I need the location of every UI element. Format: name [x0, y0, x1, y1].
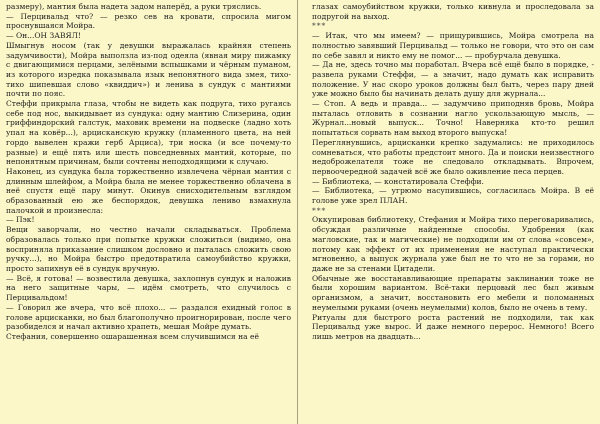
section-separator: *** — [312, 205, 327, 215]
paragraph: — Пэк! — [6, 215, 35, 225]
paragraph: — Перцивальд что? — резко сев на кровати, спросила мигом проснувшаяся Мойра. — [6, 11, 291, 31]
paragraph: — Он...ОН ЗАВЯЛ! — [6, 31, 81, 41]
paragraph: — Библиотека, — угрюмо насупившись, согласилась Мойра. В её голове уже зрел ПЛАН. — [312, 186, 594, 206]
paragraph: — Говорил же вчера, что всё плохо... — раздался ехидный голос в голове арцисканки, но был благополучно проигнорирован, после чего разобиделся и начал активно храпеть, мешая Мойре думать. — [6, 302, 291, 332]
paragraph: Шмыгнув носом (так у девушки выражалась крайняя степень задумчивости), Мойра выползла из-под одеяла (явная миру пижамку с двигающимися перцами, зелёными вспышками и чёрным пуманом, из которого изредка показывала язык непонятного вида змея, тихо-тихо шипевшая слово «квиддич») и ленива в сундук с мантиями почти по пояс. — [6, 40, 291, 99]
paragraph: — Итак, что мы имеем? — прищурившись, Мойра смотрела на полностью завявший Перцивальд — только не говори, что это он сам по себе завял и никто ему не помог... — пробурчала девушка. — [312, 31, 594, 60]
left-page — [0, 0, 298, 424]
paragraph: Вещи заворчали, но честно начали складываться. Проблема образовалась только при попытке кружки сложиться (видимо, она восприняла приказание слишком дословно и пыталась сложить свою ручку...), но Мойра быстро предотвратила самоубийство кружки, просто запихнув её в сундук вручную. — [6, 225, 291, 273]
paragraph: Стеффи прикрыла глаза, чтобы не видеть как подруга, тихо ругаясь себе под нос, выкидывает из сундука: одну мантию Слизерина, один гриффиндорский галстук, маховик времени на подвеске (ладно хоть упал на ковёр...), арцисканскую кружку (пламенного цвета, на ней гордо вывелен кражи герб Арциса), три носка (и все почему-то разные) и ещё пять или шесть повседневных мантий, которые, по непонятным причинам, были сочтены неподходящими к случаю. — [6, 99, 291, 167]
paragraph: — Да не, здесь точно мы поработал. Вчера всё ещё было в порядке, - развела руками Стеффи, — а значит, надо думать как исправить положение. У нас скоро уроков должны был быть, через пару дней уже можно было бы начинать делать душу для журнала... — [312, 60, 594, 99]
paragraph: глазах самоубийством кружки, только кивнула и проследовала за подругой на выход. — [312, 2, 594, 21]
paragraph: Ритуалы для быстрого роста растений не подходили, так как Перцивальд уже вырос. И даже немного перерос. Немного! Всего лишь метров на двадцать... — [312, 312, 594, 341]
paragraph: Оккупировав библиотеку, Стефания и Мойра тихо переговаривались, обсуждая различные найденные способы. Удобрения (как магловские, так и магические) не подходили им от слова «совсем», потому как эффект от их применения не наступал практически мгновенно, а выпуск журнала уже был не то что не за горами, но даже не за стенами Цитадели. — [312, 215, 594, 273]
paragraph: — Библиотека, — констатировала Стеффи. — [312, 176, 484, 186]
paragraph: Наконец, из сундука была торжественно извлечена чёрная мантия с длинным шлейфом, а Мойра была не менее торжественно облачена в неё спустя ещё пару минут. Окинув снисходительным взглядом образованный ею же беспорядок, девушка лениво взмахнула палочкой и произнесла: — [6, 166, 291, 215]
paragraph: Обычные же восстанавливающие препараты заклинания тоже не были хорошим вариантом. Всё-таки перцовый лес был живым организмом, а значит, восстановить его мебели и поломанных неумелыми руками (очень неумелыми) колов, было не очень в тему. — [312, 273, 594, 312]
right-page — [299, 0, 600, 424]
section-separator: *** — [312, 21, 327, 31]
paragraph: — Всё, я готова! — возвестила девушка, захлопнув сундук и наложив на него защитные чары, — идём смотреть, что случилось с Перцивальдом! — [6, 273, 291, 303]
paragraph: размеру), мантия была надета задом наперёд, а руки тряслись. — [6, 2, 262, 11]
paragraph: Переглянувшись, арцисканки крепко задумались: не приходилось сомневаться, что работы предстоит много. Да и поиски неизвестного недоброжелателя тоже не следовало откладывать. Впрочем, первоочередной задачей всё же было оживление песа перцев. — [312, 137, 594, 176]
paragraph: Стефания, совершенно ошарашенная всем случившимся на её — [6, 331, 259, 341]
paragraph: — Стоп. А ведь и правда... — задумчиво приподняв бровь, Мойра пыталась отловить в сознании нагло ускользающую мысль, — Журнал...новый выпуск... Точно! Наверняка кто-то решил попытаться сорвать нам выход второго выпуска! — [312, 99, 594, 138]
